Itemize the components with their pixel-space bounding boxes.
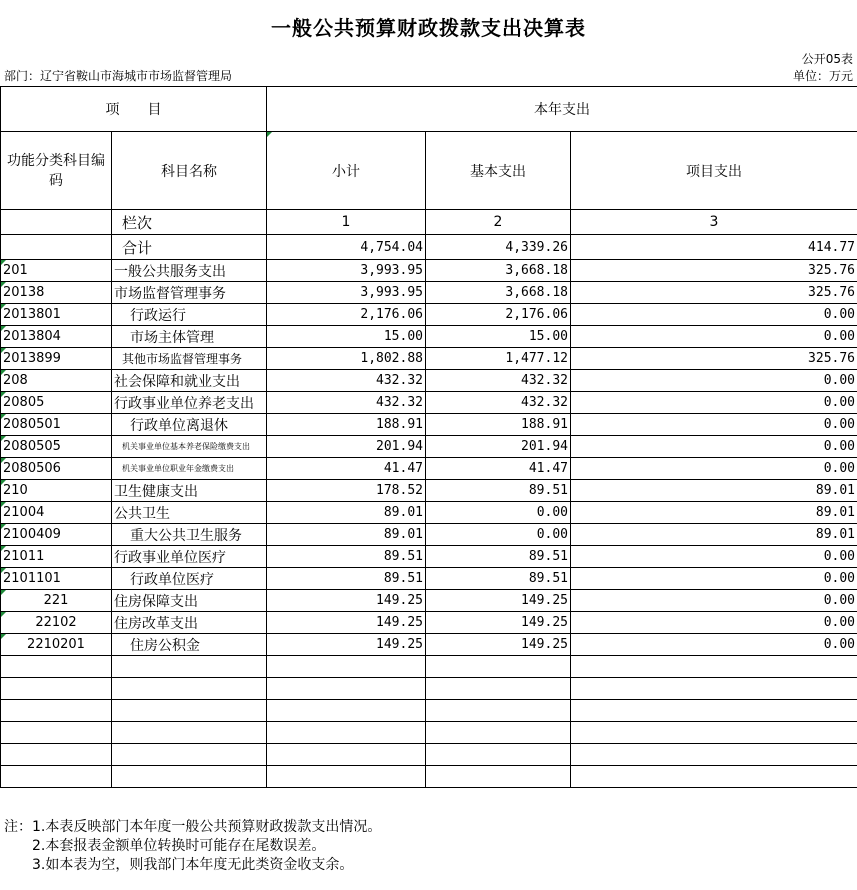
row-project: 0.00 xyxy=(571,392,857,414)
form-number: 公开05表 xyxy=(801,52,853,66)
row-subtotal: 41.47 xyxy=(267,458,426,480)
row-basic: 432.32 xyxy=(426,392,571,414)
table-row xyxy=(1,524,857,546)
row-name: 卫生健康支出 xyxy=(112,480,267,502)
note-2: 2.本套报表金额单位转换时可能存在尾数误差。 xyxy=(4,838,326,854)
row-subtotal: 3,993.95 xyxy=(267,260,426,282)
row-basic: 149.25 xyxy=(426,612,571,634)
row-project: 325.76 xyxy=(571,348,857,370)
row-name: 行政单位医疗 xyxy=(112,568,267,590)
row-code: 2080501 xyxy=(1,414,112,436)
row-basic: 89.51 xyxy=(426,546,571,568)
header-code: 功能分类科目编码 xyxy=(1,132,112,210)
row-basic: 3,668.18 xyxy=(426,282,571,304)
table-row xyxy=(1,260,857,282)
row-name: 机关事业单位基本养老保险缴费支出 xyxy=(112,436,267,458)
row-code: 210 xyxy=(1,480,112,502)
row-code: 2100409 xyxy=(1,524,112,546)
row-name: 行政单位离退休 xyxy=(112,414,267,436)
row-basic: 89.51 xyxy=(426,480,571,502)
row-subtotal: 149.25 xyxy=(267,612,426,634)
row-basic: 1,477.12 xyxy=(426,348,571,370)
row-project: 0.00 xyxy=(571,568,857,590)
row-project: 89.01 xyxy=(571,480,857,502)
row-code: 2080506 xyxy=(1,458,112,480)
row-code: 2210201 xyxy=(1,634,112,656)
total-label: 合计 xyxy=(112,235,267,260)
col-index-2: 2 xyxy=(426,210,571,235)
table-row xyxy=(1,392,857,414)
row-subtotal: 149.25 xyxy=(267,634,426,656)
row-name: 其他市场监督管理事务 xyxy=(112,348,267,370)
header-subtotal: 小计 xyxy=(267,132,426,210)
row-subtotal: 432.32 xyxy=(267,392,426,414)
row-project: 89.01 xyxy=(571,502,857,524)
col-index-1: 1 xyxy=(267,210,426,235)
table-row xyxy=(1,480,857,502)
row-subtotal: 89.01 xyxy=(267,524,426,546)
row-subtotal: 89.51 xyxy=(267,568,426,590)
header-current-year: 本年支出 xyxy=(267,87,857,132)
table-row xyxy=(1,370,857,392)
row-subtotal: 15.00 xyxy=(267,326,426,348)
row-name: 公共卫生 xyxy=(112,502,267,524)
row-basic: 188.91 xyxy=(426,414,571,436)
row-subtotal: 89.01 xyxy=(267,502,426,524)
table-row xyxy=(1,568,857,590)
row-project: 0.00 xyxy=(571,612,857,634)
header-project: 项目支出 xyxy=(571,132,857,210)
row-subtotal: 89.51 xyxy=(267,546,426,568)
table-row xyxy=(1,612,857,634)
row-name: 行政事业单位医疗 xyxy=(112,546,267,568)
row-project: 89.01 xyxy=(571,524,857,546)
row-basic: 89.51 xyxy=(426,568,571,590)
row-index-label: 栏次 xyxy=(112,210,267,235)
notes xyxy=(4,818,381,875)
table-row xyxy=(1,634,857,656)
row-project: 325.76 xyxy=(571,282,857,304)
row-subtotal: 1,802.88 xyxy=(267,348,426,370)
row-project: 0.00 xyxy=(571,546,857,568)
row-code: 2013899 xyxy=(1,348,112,370)
header-name: 科目名称 xyxy=(112,132,267,210)
row-basic: 149.25 xyxy=(426,590,571,612)
row-code: 201 xyxy=(1,260,112,282)
row-code: 2101101 xyxy=(1,568,112,590)
table-row xyxy=(1,458,857,480)
row-basic: 41.47 xyxy=(426,458,571,480)
row-name: 市场主体管理 xyxy=(112,326,267,348)
col-index-3: 3 xyxy=(571,210,857,235)
table-row xyxy=(1,414,857,436)
table-row xyxy=(1,326,857,348)
row-code: 20805 xyxy=(1,392,112,414)
row-subtotal: 201.94 xyxy=(267,436,426,458)
row-name: 住房公积金 xyxy=(112,634,267,656)
row-subtotal: 2,176.06 xyxy=(267,304,426,326)
row-name: 行政事业单位养老支出 xyxy=(112,392,267,414)
unit-label: 单位：万元 xyxy=(792,69,853,83)
row-name: 住房改革支出 xyxy=(112,612,267,634)
row-basic: 0.00 xyxy=(426,524,571,546)
row-code: 208 xyxy=(1,370,112,392)
row-code: 21011 xyxy=(1,546,112,568)
row-basic: 149.25 xyxy=(426,634,571,656)
row-project: 0.00 xyxy=(571,326,857,348)
row-basic: 432.32 xyxy=(426,370,571,392)
row-code: 2013801 xyxy=(1,304,112,326)
row-subtotal: 188.91 xyxy=(267,414,426,436)
row-basic: 0.00 xyxy=(426,502,571,524)
row-project: 0.00 xyxy=(571,634,857,656)
row-project: 0.00 xyxy=(571,414,857,436)
table-row xyxy=(1,348,857,370)
table-row xyxy=(1,282,857,304)
row-name: 一般公共服务支出 xyxy=(112,260,267,282)
row-project: 325.76 xyxy=(571,260,857,282)
row-project: 0.00 xyxy=(571,436,857,458)
header-item: 项 目 xyxy=(1,87,267,132)
row-subtotal: 3,993.95 xyxy=(267,282,426,304)
row-project: 0.00 xyxy=(571,458,857,480)
note-3: 3.如本表为空，则我部门本年度无此类资金收支余。 xyxy=(4,857,354,873)
row-name: 机关事业单位职业年金缴费支出 xyxy=(112,458,267,480)
total-project: 414.77 xyxy=(571,235,857,260)
row-code: 2013804 xyxy=(1,326,112,348)
table-row xyxy=(1,546,857,568)
row-project: 0.00 xyxy=(571,370,857,392)
expenditure-table xyxy=(0,86,857,788)
table-row xyxy=(1,590,857,612)
total-subtotal: 4,754.04 xyxy=(267,235,426,260)
row-basic: 201.94 xyxy=(426,436,571,458)
row-code: 20138 xyxy=(1,282,112,304)
header-basic: 基本支出 xyxy=(426,132,571,210)
department-label: 部门：辽宁省鞍山市海城市市场监督管理局 xyxy=(4,69,233,83)
row-basic: 3,668.18 xyxy=(426,260,571,282)
row-basic: 2,176.06 xyxy=(426,304,571,326)
row-name: 住房保障支出 xyxy=(112,590,267,612)
total-basic: 4,339.26 xyxy=(426,235,571,260)
table-row xyxy=(1,502,857,524)
row-basic: 15.00 xyxy=(426,326,571,348)
note-1: 注：1.本表反映部门本年度一般公共预算财政拨款支出情况。 xyxy=(4,819,382,835)
row-name: 社会保障和就业支出 xyxy=(112,370,267,392)
table-row xyxy=(1,304,857,326)
row-project: 0.00 xyxy=(571,590,857,612)
row-subtotal: 149.25 xyxy=(267,590,426,612)
row-name: 市场监督管理事务 xyxy=(112,282,267,304)
table-row xyxy=(1,436,857,458)
page-title: 一般公共预算财政拨款支出决算表 xyxy=(271,16,586,40)
row-project: 0.00 xyxy=(571,304,857,326)
row-code: 21004 xyxy=(1,502,112,524)
row-code: 22102 xyxy=(1,612,112,634)
row-code: 2080505 xyxy=(1,436,112,458)
row-subtotal: 178.52 xyxy=(267,480,426,502)
row-name: 重大公共卫生服务 xyxy=(112,524,267,546)
row-name: 行政运行 xyxy=(112,304,267,326)
row-code: 221 xyxy=(1,590,112,612)
row-subtotal: 432.32 xyxy=(267,370,426,392)
